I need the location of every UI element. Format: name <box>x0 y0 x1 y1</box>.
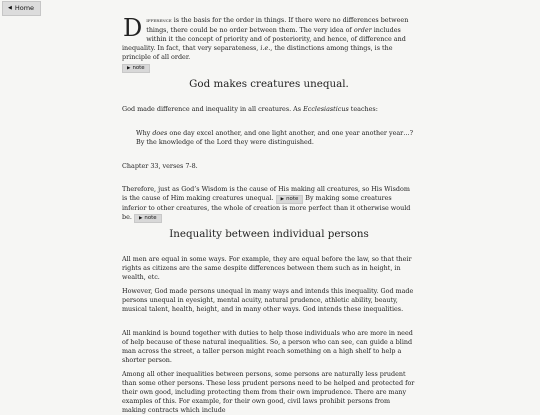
scripture-quote <box>122 129 430 147</box>
paragraph-duties: All mankind is bound together with duties to help those individuals who are more in need of help because of these natural inequalities. So, a person who can see, can guide a blind man across the street, a taller person might reach something on a high shelf to help a shorter person. <box>122 329 413 364</box>
p2-text: God made difference and inequality in all creatures. As <box>122 105 304 113</box>
paragraph-unequal: However, God made persons unequal in many ways and intends this inequality. God made persons unequal in eyesight, mental acuity, natural prudence, athletic ability, beauty, musical talent, health, height, and in many other ways. God intends these inequalities. <box>122 287 414 313</box>
citation: Chapter 33, verses 7-8. <box>122 162 198 170</box>
p4-text-b: By making some creatures inferior to other creatures, the whole of creation is more perfect than it otherwise would be. <box>122 193 411 221</box>
paragraph-god-made <box>122 105 416 114</box>
order-word: order <box>353 25 372 34</box>
quote-line-1-em: does <box>152 129 168 137</box>
paragraph-prudence: Among all other inequalities between persons, some persons are naturally less prudent than some other persons. These less prudent persons need to be helped and protected for their own good, including protecting them from their own imprudence. There are many examples of this. For example, for their own good, civil laws prohibit persons from making contracts which include <box>122 370 415 414</box>
heading-inequality-persons: Inequality between individual persons <box>169 228 369 240</box>
note-button-1[interactable] <box>122 64 150 73</box>
left-arrow-icon: ◀ <box>8 5 12 11</box>
ie-abbrev: i.e. <box>260 43 271 52</box>
intro-text-b: includes within it the concept of priority and of posteriority, and hence, of difference and inequality. In fact, that very separateness, <box>122 25 406 52</box>
intro-text-c: , the distinctions among things, is the principle of all order. <box>122 43 393 61</box>
quote-line-1-a: Why <box>136 129 153 137</box>
intro-text <box>122 16 416 62</box>
heading-creatures-unequal: God makes creatures unequal. <box>189 78 349 90</box>
note-button-3[interactable] <box>134 214 162 223</box>
home-button[interactable] <box>2 1 41 16</box>
play-triangle-icon: ▶ <box>138 215 143 221</box>
book-title: Ecclesiasticus <box>303 105 349 113</box>
paragraph-equal: All men are equal in some ways. For example, they are equal before the law, so that their rights as citizens are the same despite differences between them such as in height, in wealth, etc. <box>122 255 412 281</box>
note-label: note <box>132 64 145 71</box>
note-label: note <box>144 214 157 221</box>
play-triangle-icon: ▶ <box>127 65 131 71</box>
note-label: note <box>286 195 299 202</box>
note-button-2[interactable] <box>276 195 304 204</box>
p4-text-a: Therefore, just as God’s Wisdom is the cause of His making all creatures, so His Wisdom is the cause of Him making creatures unequal. <box>122 185 410 202</box>
home-label: Home <box>14 4 35 12</box>
quote-line-1-b: one day excel another, and one light another, and one year another year…? <box>167 129 414 137</box>
quote-line-2: By the knowledge of the Lord they were distinguished. <box>136 137 314 146</box>
drop-cap: D <box>123 14 143 42</box>
play-triangle-icon: ▶ <box>280 196 285 202</box>
paragraph-wisdom <box>122 185 416 223</box>
p2-after: teaches: <box>348 105 378 113</box>
lead-smallcaps: ifference <box>146 17 172 24</box>
intro-paragraph <box>122 16 416 73</box>
intro-text-a: is the basis for the order in things. If there were no differences between things, there could be no order between them. The very idea of <box>146 16 409 34</box>
quote-line-1 <box>136 129 430 138</box>
